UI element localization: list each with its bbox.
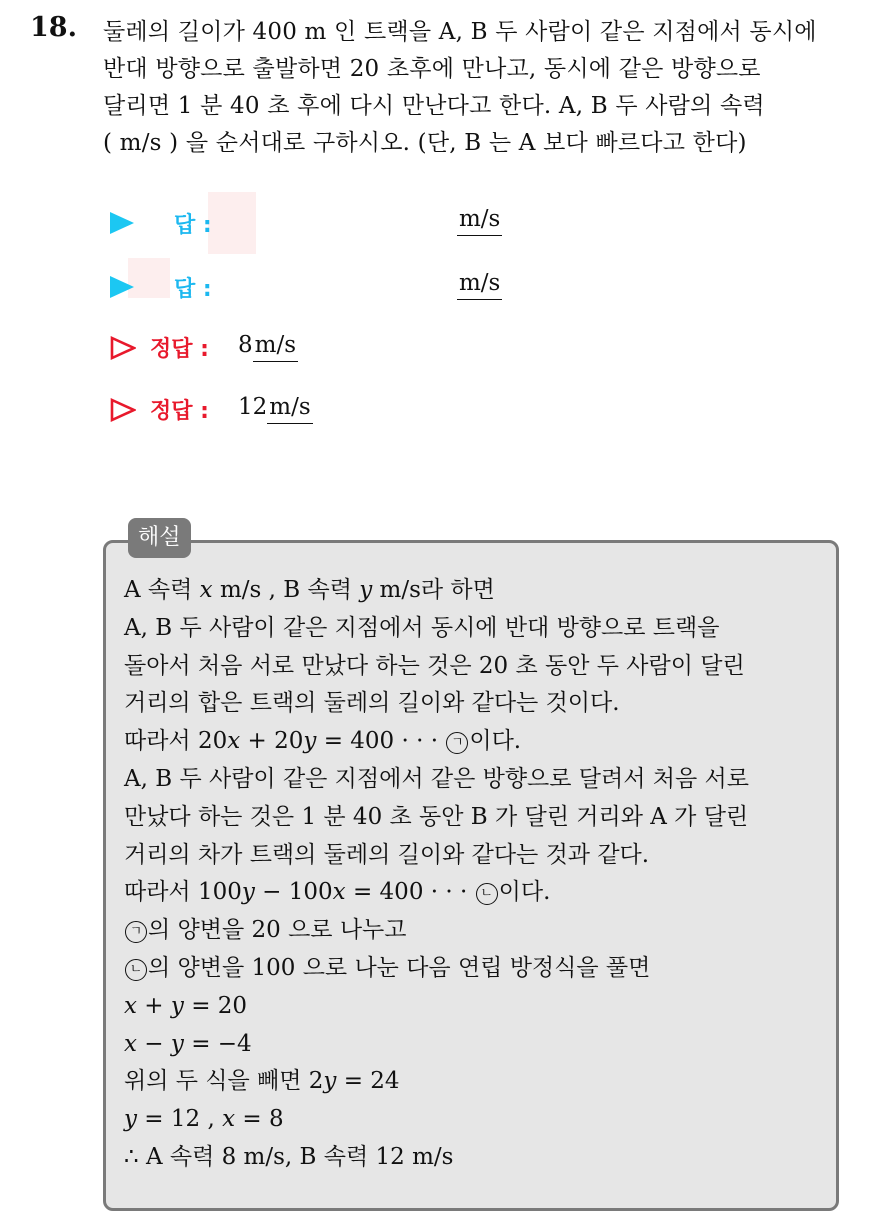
explanation-tab: 해설 [128, 518, 191, 558]
correct-answer-value [238, 394, 313, 420]
answer-blank-row [110, 266, 530, 306]
explanation-line: A, B 두 사람이 같은 지점에서 같은 방향으로 달려서 처음 서로 [124, 765, 749, 792]
correct-answer-value [238, 332, 298, 358]
circled-giyeok-icon: ㄱ [446, 732, 468, 754]
explanation-line: 돌아서 처음 서로 만났다 하는 것은 20 초 동안 두 사람이 달린 [124, 652, 745, 679]
answer-blank-row [110, 202, 530, 242]
correct-answer-label: 정답 : [150, 399, 209, 424]
circled-nieun-icon: ㄴ [476, 883, 498, 905]
explanation-line: ㄴ 의 양변을 100 으로 나눈 다음 연립 방정식을 풀면 [124, 950, 834, 988]
circled-nieun-icon: ㄴ [125, 959, 147, 981]
answer-label: 답 : [174, 277, 212, 302]
explanation-line: A 속력 x m/s , B 속력 y m/s라 하면 [124, 577, 495, 603]
explanation-line: 따라서 100y − 100x = 400 · · · ㄴ 이다. [124, 879, 551, 906]
explanation-line: x + y = 20 [124, 992, 248, 1019]
circled-giyeok-icon: ㄱ [125, 921, 147, 943]
explanation-line: 거리의 합은 트랙의 둘레의 길이와 같다는 것이다. [124, 690, 620, 717]
correct-answer-number: 12 [238, 394, 268, 420]
explanation-line: x − y = −4 [124, 1030, 252, 1057]
question-line: 둘레의 길이가 400 m 인 트랙을 A, B 두 사람이 같은 지점에서 동시에 [103, 19, 817, 45]
answer-unit[interactable]: m/s [457, 270, 502, 300]
question-line: 달리면 1 분 40 초 후에 다시 만난다고 한다. A, B 두 사람의 속력 [103, 93, 765, 119]
explanation-line: y = 12 , x = 8 [124, 1106, 284, 1133]
correct-answer-label: 정답 : [150, 337, 209, 362]
correct-answer-unit: m/s [267, 394, 312, 424]
explanation-line: 따라서 20x + 20y = 400 · · · ㄱ 이다. [124, 728, 522, 755]
hollow-triangle-icon [110, 336, 136, 360]
question-line: ( m/s ) 을 순서대로 구하시오. (단, B 는 A 보다 빠르다고 한다) [103, 130, 747, 156]
answer-label: 답 : [174, 213, 212, 238]
answer-unit[interactable]: m/s [457, 206, 502, 236]
explanation-line: 위의 두 식을 빼면 2y = 24 [124, 1068, 400, 1095]
correct-answer-unit: m/s [253, 332, 298, 362]
correct-answer-number: 8 [238, 332, 253, 358]
correct-answer-row [110, 390, 530, 430]
play-triangle-icon [110, 212, 134, 234]
play-triangle-icon [110, 276, 134, 298]
explanation-line: 만났다 하는 것은 1 분 40 초 동안 B 가 달린 거리와 A 가 달린 [124, 803, 749, 830]
hollow-triangle-icon [110, 398, 136, 422]
question-number: 18. [30, 12, 77, 43]
question-line: 반대 방향으로 출발하면 20 초후에 만나고, 동시에 같은 방향으로 [103, 56, 761, 82]
correct-answer-row [110, 328, 530, 368]
explanation-line: ㄱ 의 양변을 20 으로 나누고 [124, 912, 834, 950]
explanation-text [124, 572, 834, 1177]
explanation-line: A, B 두 사람이 같은 지점에서 동시에 반대 방향으로 트랙을 [124, 614, 720, 641]
explanation-line: ∴ A 속력 8 m/s, B 속력 12 m/s [124, 1143, 454, 1170]
question-text [103, 14, 863, 162]
explanation-line: 거리의 차가 트랙의 둘레의 길이와 같다는 것과 같다. [124, 841, 650, 868]
